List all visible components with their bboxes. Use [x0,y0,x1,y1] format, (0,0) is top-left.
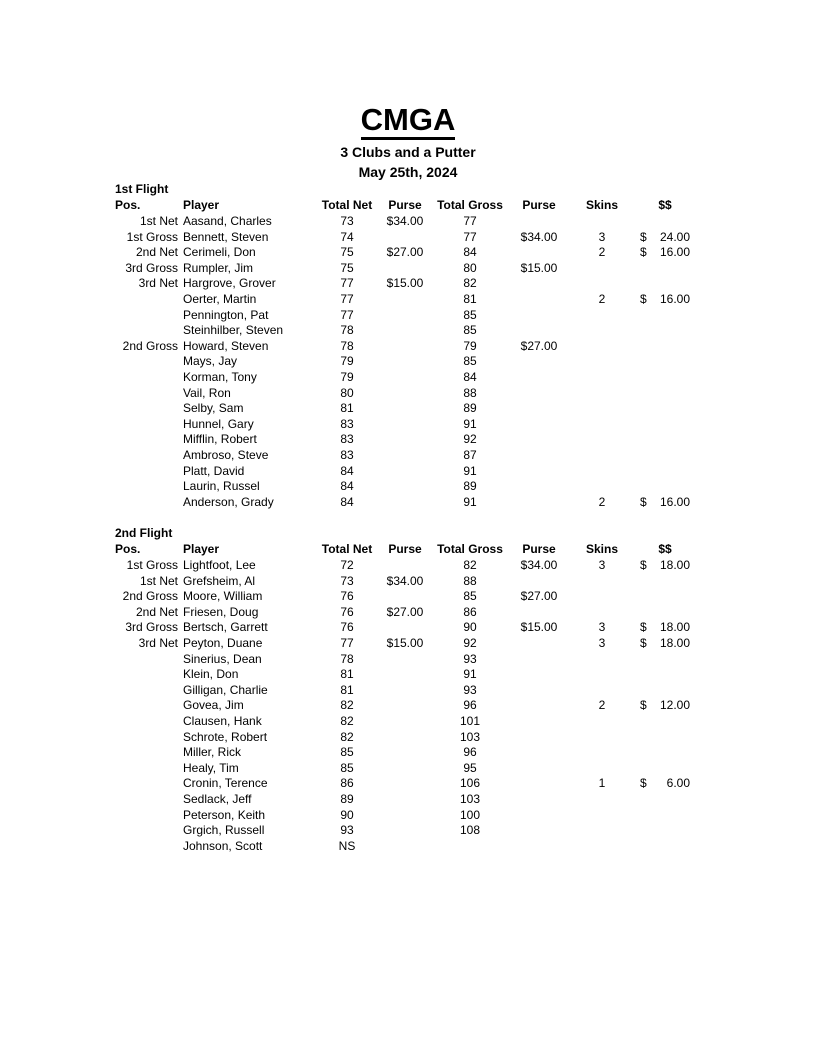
position-cell: 2nd Gross [122,338,178,353]
player-cell: Ambroso, Steve [183,448,269,462]
page-title [0,100,816,140]
table-row [0,400,816,416]
total-net-cell: 74 [340,229,354,244]
total-net-cell: 90 [340,807,354,822]
player-cell: Vail, Ron [183,385,231,400]
table-row [0,760,816,776]
player-cell: Bennett, Steven [183,229,269,244]
money-amount: 6.00 [666,776,690,791]
total-net-cell: 77 [340,276,354,291]
col-pos-header: Pos. [115,542,141,556]
purse2-cell: $15.00 [520,260,558,275]
total-net-cell: 77 [340,307,354,322]
skins-cell: 2 [598,245,606,260]
skins-cell: 3 [598,229,606,244]
total-gross-cell: 84 [463,370,477,384]
purse-cell: $27.00 [386,245,424,260]
col-total-net-header: Total Net [321,198,373,212]
position-cell: 3rd Net [138,636,178,650]
player-cell: Peyton, Duane [183,636,263,650]
total-net-cell: 85 [340,760,354,775]
total-net-cell: 72 [340,558,354,572]
money-amount: 16.00 [659,292,690,306]
player-cell: Anderson, Grady [183,494,274,509]
currency-symbol: $ [640,245,647,260]
total-net-cell: 84 [340,494,354,509]
position-cell: 1st Net [139,573,178,588]
player-cell: Oerter, Martin [183,292,257,306]
table-row [0,651,816,667]
total-gross-cell: 96 [463,698,477,713]
total-gross-cell: 103 [459,729,481,744]
table-row [0,385,816,401]
table-row [0,666,816,682]
total-gross-cell: 85 [463,307,477,322]
total-net-cell: 82 [340,729,354,744]
table-row [0,588,816,604]
table-row [0,260,816,276]
player-cell: Cerimeli, Don [183,245,256,260]
total-gross-cell: 85 [463,589,477,604]
total-net-cell: 84 [340,463,354,478]
total-gross-cell: 93 [463,682,477,697]
position-cell: 3rd Net [138,276,178,291]
total-gross-cell: 89 [463,401,477,416]
total-net-cell: 84 [340,479,354,494]
player-cell: Korman, Tony [183,370,257,384]
column-header-row [0,541,816,557]
total-gross-cell: 87 [463,448,477,462]
player-cell: Sedlack, Jeff [183,792,252,806]
table-row [0,275,816,291]
total-gross-cell: 88 [463,573,477,588]
total-net-cell: 77 [340,636,354,650]
player-cell: Pennington, Pat [183,307,269,322]
col-total-gross-header: Total Gross [437,542,503,556]
col-skins-header: Skins [585,198,618,212]
total-net-cell: 76 [340,589,354,604]
player-cell: Govea, Jim [183,698,244,713]
col-pos-header: Pos. [115,198,141,212]
purse2-cell: $15.00 [520,620,558,635]
table-row [0,229,816,245]
player-cell: Rumpler, Jim [183,260,254,275]
total-gross-cell: 77 [463,229,477,244]
player-cell: Johnson, Scott [183,838,263,853]
player-cell: Gilligan, Charlie [183,682,268,697]
player-cell: Lightfoot, Lee [183,558,256,572]
total-gross-cell: 92 [463,636,477,650]
total-net-cell: 81 [340,401,354,416]
player-cell: Selby, Sam [183,401,244,416]
position-cell: 1st Net [139,214,178,228]
table-row [0,431,816,447]
total-net-cell: 83 [340,416,354,431]
total-gross-cell: 85 [463,354,477,369]
table-row [0,838,816,854]
total-net-cell: 82 [340,698,354,713]
col-money-header: $$ [658,542,672,556]
total-gross-cell: 80 [463,260,477,275]
col-purse2-header: Purse [522,542,556,556]
total-gross-cell: 91 [463,416,477,431]
player-cell: Klein, Don [183,667,239,682]
flight-title: 1st Flight [115,182,169,196]
purse2-cell: $34.00 [520,558,558,572]
purse2-cell: $27.00 [520,589,558,604]
player-cell: Hargrove, Grover [183,276,276,291]
purse-cell: $27.00 [386,604,424,619]
total-net-cell: 83 [340,432,354,447]
currency-symbol: $ [640,229,647,244]
total-gross-cell: 93 [463,651,477,666]
total-gross-cell: 91 [463,463,477,478]
total-net-cell: 78 [340,323,354,338]
position-cell: 2nd Net [135,604,178,619]
currency-symbol: $ [640,620,647,635]
player-cell: Steinhilber, Steven [183,323,284,338]
purse-cell: $34.00 [386,214,424,228]
purse-cell: $15.00 [386,276,424,291]
total-gross-cell: 85 [463,323,477,338]
skins-cell: 1 [598,776,606,791]
money-amount: 18.00 [659,636,690,650]
player-cell: Peterson, Keith [183,807,266,822]
table-row [0,494,816,510]
table-row [0,635,816,651]
total-net-cell: 75 [340,245,354,260]
table-row [0,478,816,494]
total-net-cell: 79 [340,370,354,384]
money-amount: 18.00 [659,620,690,635]
skins-cell: 2 [598,292,606,306]
event-date: May 25th, 2024 [358,164,458,180]
table-row [0,697,816,713]
total-net-cell: 81 [340,667,354,682]
table-row [0,729,816,745]
total-gross-cell: 96 [463,745,477,760]
column-header-row [0,197,816,213]
table-row [0,791,816,807]
position-cell: 3rd Gross [125,260,178,275]
col-purse2-header: Purse [522,198,556,212]
position-cell: 2nd Net [135,245,178,260]
total-gross-cell: 100 [459,807,481,822]
position-cell: 2nd Gross [122,589,178,604]
currency-symbol: $ [640,292,647,306]
total-gross-cell: 90 [463,620,477,635]
table-row [0,353,816,369]
event-name: 3 Clubs and a Putter [340,144,476,160]
table-row [0,573,816,589]
table-row [0,604,816,620]
position-cell: 1st Gross [126,558,178,572]
player-cell: Howard, Steven [183,338,269,353]
total-net-cell: 76 [340,620,354,635]
player-cell: Bertsch, Garrett [183,620,268,635]
total-gross-cell: 95 [463,760,477,775]
money-amount: 16.00 [659,494,690,509]
total-gross-cell: 108 [459,823,481,838]
title-text: CMGA [361,102,456,140]
skins-cell: 3 [598,620,606,635]
player-cell: Aasand, Charles [183,214,272,228]
table-row [0,338,816,354]
currency-symbol: $ [640,776,647,791]
total-gross-cell: 89 [463,479,477,494]
total-gross-cell: 92 [463,432,477,447]
flight-title: 2nd Flight [115,526,173,540]
player-cell: Mifflin, Robert [183,432,257,447]
money-amount: 16.00 [659,245,690,260]
total-net-cell: 82 [340,714,354,728]
total-gross-cell: 79 [463,338,477,353]
table-row [0,416,816,432]
player-cell: Laurin, Russel [183,479,260,494]
total-net-cell: 77 [340,292,354,306]
skins-cell: 3 [598,558,606,572]
player-cell: Miller, Rick [183,745,242,760]
table-row [0,307,816,323]
table-row [0,619,816,635]
table-row [0,213,816,229]
player-cell: Sinerius, Dean [183,651,262,666]
purse-cell: $34.00 [386,573,424,588]
currency-symbol: $ [640,558,647,572]
skins-cell: 3 [598,636,606,650]
total-net-cell: 78 [340,338,354,353]
col-total-net-header: Total Net [321,542,373,556]
total-gross-cell: 88 [463,385,477,400]
purse2-cell: $27.00 [520,338,558,353]
player-cell: Platt, David [183,463,245,478]
total-net-cell: 73 [340,573,354,588]
table-row [0,322,816,338]
total-net-cell: 75 [340,260,354,275]
money-amount: 24.00 [659,229,690,244]
player-cell: Hunnel, Gary [183,416,254,431]
total-gross-cell: 101 [459,714,481,728]
total-gross-cell: 82 [463,276,477,291]
total-gross-cell: 81 [463,292,477,306]
player-cell: Clausen, Hank [183,714,262,728]
table-row [0,822,816,838]
player-cell: Grefsheim, Al [183,573,256,588]
total-net-cell: 83 [340,448,354,462]
purse-cell: $15.00 [386,636,424,650]
table-row [0,682,816,698]
total-net-cell: 78 [340,651,354,666]
total-net-cell: 86 [340,776,354,791]
total-gross-cell: 106 [459,776,481,791]
col-player-header: Player [183,198,220,212]
table-row [0,244,816,260]
table-row [0,369,816,385]
money-amount: 12.00 [659,698,690,713]
col-purse-header: Purse [388,542,422,556]
player-cell: Schrote, Robert [183,729,268,744]
total-gross-cell: 77 [463,214,477,228]
total-net-cell: 79 [340,354,354,369]
purse2-cell: $34.00 [520,229,558,244]
player-cell: Grgich, Russell [183,823,265,838]
total-net-cell: NS [338,838,356,853]
total-net-cell: 93 [340,823,354,838]
table-row [0,447,816,463]
table-row [0,463,816,479]
total-gross-cell: 86 [463,604,477,619]
total-gross-cell: 82 [463,558,477,572]
currency-symbol: $ [640,494,647,509]
total-net-cell: 81 [340,682,354,697]
total-gross-cell: 91 [463,494,477,509]
col-money-header: $$ [658,198,672,212]
col-purse-header: Purse [388,198,422,212]
table-row [0,713,816,729]
player-cell: Moore, William [183,589,263,604]
position-cell: 3rd Gross [125,620,178,635]
col-player-header: Player [183,542,220,556]
player-cell: Healy, Tim [183,760,239,775]
position-cell: 1st Gross [126,229,178,244]
currency-symbol: $ [640,636,647,650]
player-cell: Friesen, Doug [183,604,259,619]
player-cell: Mays, Jay [183,354,238,369]
table-row [0,557,816,573]
table-row [0,744,816,760]
total-net-cell: 80 [340,385,354,400]
total-gross-cell: 91 [463,667,477,682]
total-gross-cell: 103 [459,792,481,806]
total-net-cell: 73 [340,214,354,228]
skins-cell: 2 [598,698,606,713]
currency-symbol: $ [640,698,647,713]
total-net-cell: 89 [340,792,354,806]
total-net-cell: 85 [340,745,354,760]
table-row [0,807,816,823]
total-net-cell: 76 [340,604,354,619]
total-gross-cell: 84 [463,245,477,260]
col-skins-header: Skins [585,542,618,556]
col-total-gross-header: Total Gross [437,198,503,212]
table-row [0,291,816,307]
skins-cell: 2 [598,494,606,509]
money-amount: 18.00 [659,558,690,572]
table-row [0,775,816,791]
player-cell: Cronin, Terence [183,776,268,791]
